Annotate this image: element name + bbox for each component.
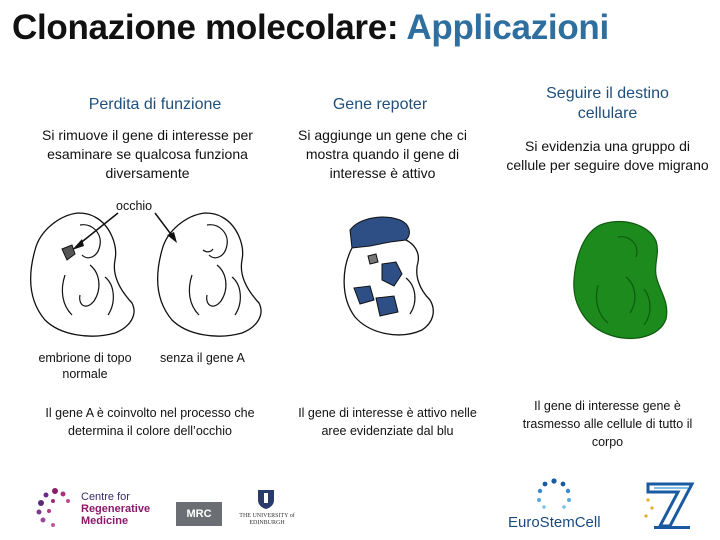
eye-label: occhio bbox=[116, 199, 153, 213]
eye-spot bbox=[62, 245, 75, 260]
cell-fate-embryo-drawing bbox=[560, 215, 680, 345]
eurostemcell-logo bbox=[508, 478, 600, 534]
text-cell-fate: Si evidenzia una gruppo di cellule per seguire dove migrano bbox=[506, 138, 709, 173]
reporter-embryo-drawing bbox=[330, 212, 440, 342]
caption-cell-fate: Il gene di interesse gene è trasmesso alle cellule di tutto il corpo bbox=[522, 399, 693, 449]
crm-line-1: Centre for bbox=[81, 491, 130, 503]
mrc-logo bbox=[176, 502, 222, 526]
edinburgh-crest-icon bbox=[256, 488, 276, 510]
fp7-seven-icon bbox=[640, 478, 700, 533]
caption-loss-of-function: Il gene A è coinvolto nel processo che determina il colore dell’occhio bbox=[45, 406, 255, 438]
mrc-text: MRC bbox=[186, 508, 212, 520]
caption-reporter-gene: Il gene di interesse è attivo nelle aree evidenziate dal blu bbox=[298, 406, 477, 438]
page-title bbox=[12, 8, 609, 48]
edinburgh-text: THE UNIVERSITY of EDINBURGH bbox=[239, 513, 295, 526]
eurostemcell-ring-icon bbox=[534, 478, 574, 512]
embryo-without-gene-drawing bbox=[145, 205, 270, 345]
text-reporter-gene: Si aggiunge un gene che ci mostra quando il gene di interesse è attivo bbox=[298, 127, 467, 181]
without-gene-label: senza il gene A bbox=[160, 351, 245, 365]
eurostemcell-text: EuroStemCell bbox=[508, 514, 601, 531]
heading-reporter-gene: Gene repoter bbox=[332, 96, 428, 113]
text-loss-of-function: Si rimuove il gene di interesse per esaminare se qualcosa funziona diversamente bbox=[42, 127, 253, 181]
crm-line-3: Medicine bbox=[81, 515, 129, 527]
crm-line-2: Regenerative bbox=[81, 503, 151, 515]
heading-loss-of-function: Perdita di funzione bbox=[88, 96, 222, 113]
crm-dots-icon bbox=[35, 487, 73, 529]
title-part-2: Applicazioni bbox=[406, 8, 609, 47]
normal-embryo-label: embrione di topo normale bbox=[38, 351, 132, 381]
title-part-1: Clonazione molecolare: bbox=[12, 8, 407, 47]
heading-cell-fate: Seguire il destino cellulare bbox=[546, 85, 669, 122]
normal-embryo-drawing bbox=[20, 205, 140, 345]
fp7-logo bbox=[640, 478, 700, 533]
